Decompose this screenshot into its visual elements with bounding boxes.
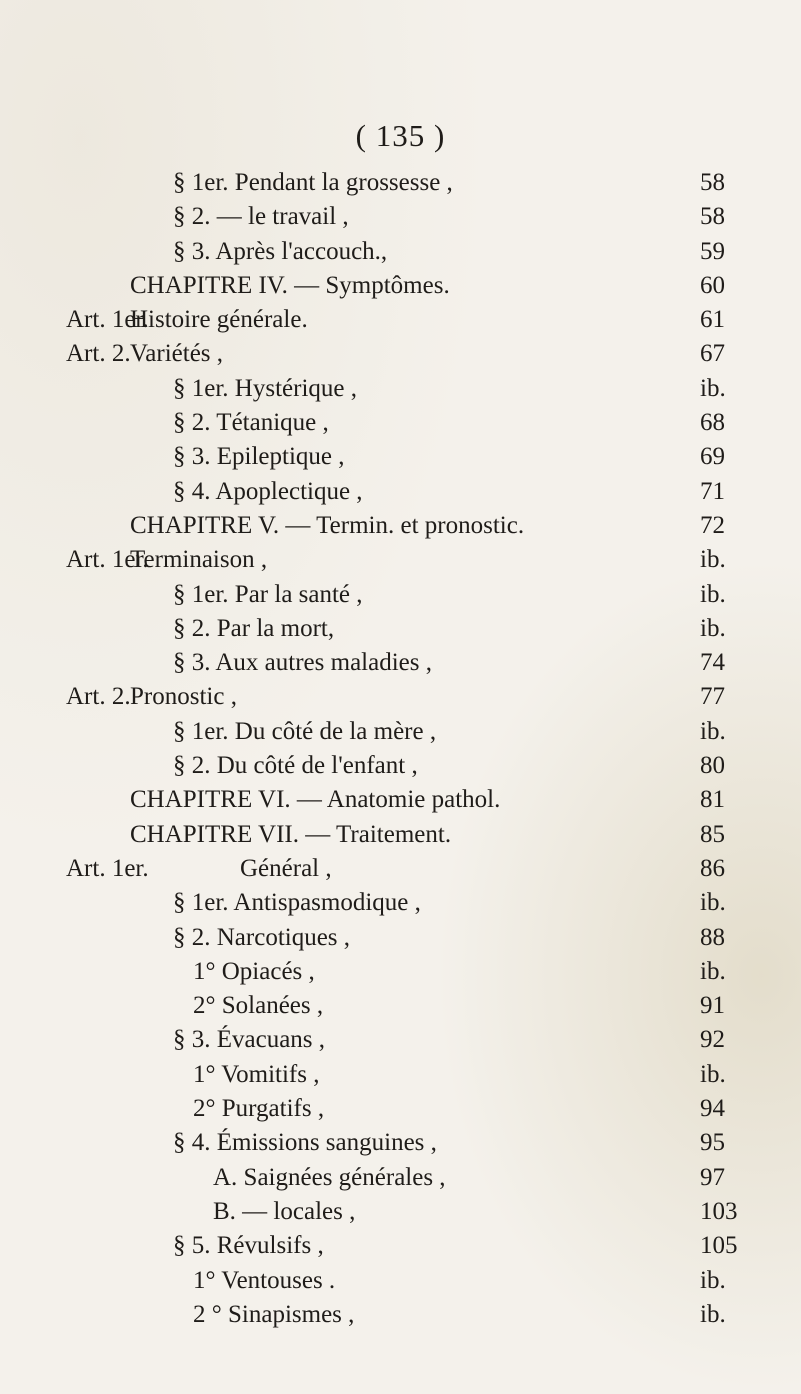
toc-entry-label: § 5. Révulsifs , [173, 1232, 324, 1260]
toc-entry-label: § 2. Par la mort, [173, 614, 335, 642]
toc-entry [0, 269, 801, 303]
toc-entry [0, 955, 801, 989]
toc-entry-label: § 1er. Hystérique , [173, 374, 357, 402]
toc-entry [0, 1092, 801, 1126]
toc-entry [0, 680, 801, 714]
toc-entry-page: 103 [700, 1197, 738, 1225]
toc-entry-label: B. — locales , [213, 1197, 356, 1225]
toc-entry [0, 1023, 801, 1057]
toc-entry-page: 74 [700, 649, 725, 677]
toc-entry-label: 1° Opiacés , [193, 957, 315, 985]
toc-entry-page: 88 [700, 923, 725, 951]
toc-entry-label: 2° Solanées , [193, 992, 324, 1020]
toc-entry [0, 235, 801, 269]
toc-entry [0, 578, 801, 612]
toc-entry-page: 68 [700, 409, 725, 437]
toc-entry [0, 303, 801, 337]
toc-entry-label: CHAPITRE VI. — Anatomie pathol. [130, 786, 501, 814]
toc-entry [0, 852, 801, 886]
toc-entry [0, 1126, 801, 1160]
toc-entry [0, 1161, 801, 1195]
toc-entry-page: 69 [700, 443, 725, 471]
toc-entry-label: Général , [240, 854, 332, 882]
toc-entry [0, 612, 801, 646]
toc-entry-label: § 2. Tétanique , [173, 409, 329, 437]
toc-entry-label: CHAPITRE VII. — Traitement. [130, 820, 452, 848]
toc-entry [0, 372, 801, 406]
toc-entry-label: § 4. Émissions sanguines , [173, 1129, 437, 1157]
toc-entry [0, 509, 801, 543]
toc-entry [0, 1195, 801, 1229]
toc-entry-label: § 3. Epileptique , [173, 443, 345, 471]
toc-entry-page: 81 [700, 786, 725, 814]
toc-entry [0, 886, 801, 920]
table-of-contents [0, 166, 801, 1332]
toc-entry-label: Terminaison , [130, 546, 268, 574]
toc-entry-page: 72 [700, 511, 725, 539]
toc-entry-label: § 2. — le travail , [173, 203, 349, 231]
toc-entry-label: § 1er. Par la santé , [173, 580, 363, 608]
toc-entry-page: 95 [700, 1129, 725, 1157]
toc-entry-page: ib. [700, 580, 726, 608]
toc-entry [0, 1264, 801, 1298]
toc-entry-label: § 3. Évacuans , [173, 1026, 326, 1054]
toc-entry [0, 1298, 801, 1332]
toc-entry [0, 406, 801, 440]
toc-entry-page: ib. [700, 546, 726, 574]
toc-entry-label: Pronostic , [130, 683, 237, 711]
toc-entry-label: § 1er. Pendant la grossesse , [173, 169, 453, 196]
toc-entry-page: ib. [700, 1266, 726, 1294]
toc-entry-prefix: Art. 1er. [66, 854, 149, 882]
toc-entry-page: ib. [700, 374, 726, 402]
toc-entry-prefix: Art. 2. [66, 683, 131, 711]
toc-entry-prefix: Art. 1er. [66, 306, 149, 334]
toc-entry-label: 1° Vomitifs , [193, 1060, 320, 1088]
toc-entry-page: 71 [700, 477, 725, 505]
toc-entry-label: CHAPITRE V. — Termin. et pronostic. [130, 511, 525, 539]
toc-entry-page: 97 [700, 1163, 725, 1191]
toc-entry [0, 749, 801, 783]
toc-entry-label: § 3. Aux autres maladies , [173, 649, 432, 677]
toc-entry-label: § 4. Apoplectique , [173, 477, 363, 505]
toc-entry-page: ib. [700, 957, 726, 985]
toc-entry-page: 59 [700, 237, 725, 265]
toc-entry [0, 989, 801, 1023]
toc-entry [0, 715, 801, 749]
toc-entry-page: ib. [700, 614, 726, 642]
toc-entry [0, 783, 801, 817]
toc-entry-label: § 3. Après l'accouch., [173, 237, 388, 265]
toc-entry-label: § 2. Du côté de l'enfant , [173, 752, 418, 780]
toc-entry-label: § 1er. Du côté de la mère , [173, 717, 437, 745]
toc-entry-label: Variétés , [130, 340, 224, 368]
toc-entry-page: ib. [700, 1060, 726, 1088]
toc-entry-prefix: Art. 2. [66, 340, 131, 368]
toc-entry-page: 92 [700, 1026, 725, 1054]
toc-entry [0, 921, 801, 955]
toc-entry [0, 475, 801, 509]
toc-entry-prefix: Art. 1er. [66, 546, 149, 574]
toc-entry-label: § 1er. Antispasmodique , [173, 889, 421, 917]
toc-entry-page: 91 [700, 992, 725, 1020]
toc-entry-label: 2° Purgatifs , [193, 1095, 325, 1123]
toc-entry-page: ib. [700, 1300, 726, 1328]
toc-entry [0, 337, 801, 371]
toc-entry [0, 440, 801, 474]
toc-entry-page: 58 [700, 169, 725, 196]
toc-entry-page: 85 [700, 820, 725, 848]
toc-entry-page: 67 [700, 340, 725, 368]
toc-entry-label: § 2. Narcotiques , [173, 923, 351, 951]
toc-entry [0, 166, 801, 200]
toc-entry-label: 2 ° Sinapismes , [193, 1300, 355, 1328]
toc-entry [0, 1229, 801, 1263]
toc-entry-page: 86 [700, 854, 725, 882]
toc-entry-page: 94 [700, 1095, 725, 1123]
toc-entry-page: 58 [700, 203, 725, 231]
toc-entry [0, 543, 801, 577]
toc-entry-label: A. Saignées générales , [213, 1163, 446, 1191]
toc-entry-label: 1° Ventouses . [193, 1266, 336, 1294]
toc-entry-page: ib. [700, 717, 726, 745]
toc-entry-page: ib. [700, 889, 726, 917]
toc-entry [0, 646, 801, 680]
toc-entry-label: Histoire générale. [130, 306, 308, 334]
toc-entry [0, 1058, 801, 1092]
toc-entry-page: 80 [700, 752, 725, 780]
toc-entry [0, 818, 801, 852]
toc-entry-label: CHAPITRE IV. — Symptômes. [130, 271, 450, 299]
toc-entry [0, 200, 801, 234]
toc-entry-page: 61 [700, 306, 725, 334]
page-number: ( 135 ) [355, 118, 446, 153]
toc-entry-page: 105 [700, 1232, 738, 1260]
toc-entry-page: 60 [700, 271, 725, 299]
toc-entry-page: 77 [700, 683, 725, 711]
